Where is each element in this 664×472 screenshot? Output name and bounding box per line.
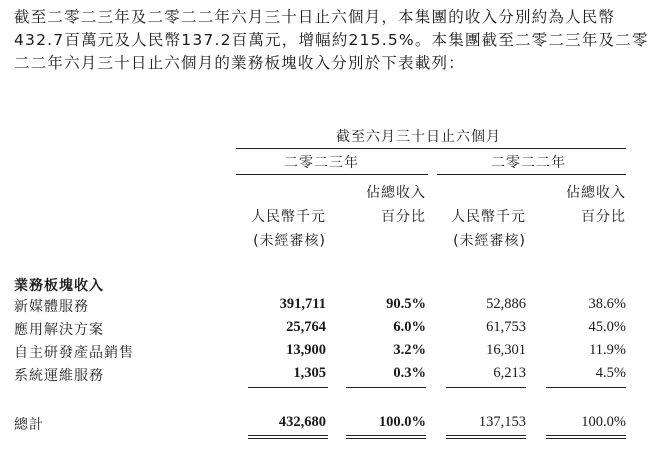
row-amount-2022: 52,886	[486, 296, 526, 312]
row-amount-2022: 61,753	[486, 319, 526, 335]
period-header-rule	[236, 148, 626, 149]
row-amount-2023: 13,900	[286, 342, 326, 358]
year-2023-header: 二零二三年	[284, 155, 359, 171]
row-pct-2023: 90.5%	[386, 296, 426, 312]
subtotal-rule	[346, 387, 426, 388]
row-amount-2023: 25,764	[286, 319, 326, 335]
section-label: 業務板塊收入	[14, 278, 104, 294]
row-pct-2022: 38.6%	[588, 296, 626, 312]
row-label: 系統運維服務	[14, 368, 104, 384]
subtotal-rule	[446, 387, 526, 388]
col-amount-2023-line1: 人民幣千元	[251, 209, 326, 225]
row-pct-2023: 3.2%	[393, 342, 426, 358]
year-2023-rule	[236, 174, 428, 175]
subtotal-rule	[248, 387, 328, 388]
total-double-rule	[446, 435, 526, 439]
total-pct-2023: 100.0%	[378, 414, 426, 430]
row-pct-2023: 6.0%	[393, 319, 426, 335]
row-label: 應用解決方案	[14, 322, 104, 338]
col-amount-2022-line1: 人民幣千元	[451, 209, 526, 225]
col-pct-2023-line1: 佔總收入	[366, 185, 426, 201]
subtotal-rule	[546, 387, 626, 388]
row-label: 新媒體服務	[14, 299, 89, 315]
col-pct-2022-line2: 百分比	[581, 209, 626, 225]
year-2022-header: 二零二二年	[491, 155, 566, 171]
col-pct-2023-line2: 百分比	[381, 209, 426, 225]
col-amount-2023-line2: (未經審核)	[253, 233, 326, 249]
col-amount-2022-line2: (未經審核)	[453, 233, 526, 249]
total-double-rule	[546, 435, 626, 439]
total-amount-2023: 432,680	[278, 414, 326, 430]
row-pct-2022: 45.0%	[588, 319, 626, 335]
row-pct-2022: 4.5%	[595, 365, 626, 381]
row-pct-2022: 11.9%	[589, 342, 626, 358]
total-double-rule	[248, 435, 328, 439]
intro-paragraph: 截至二零二三年及二零二二年六月三十日止六個月，本集團的收入分別約為人民幣432.7百萬元及人民幣137.2百萬元，增幅約215.5%。本集團截至二零二三年及二零二二年六月三十日止六個月的業務板塊收入分別於下表載列：	[14, 8, 649, 72]
col-pct-2022-line1: 佔總收入	[566, 185, 626, 201]
row-amount-2023: 391,711	[279, 296, 326, 312]
year-2022-rule	[437, 174, 626, 175]
row-amount-2022: 6,213	[493, 365, 526, 381]
total-label: 總計	[14, 417, 44, 433]
total-double-rule	[346, 435, 426, 439]
row-label: 自主研發產品銷售	[14, 345, 134, 361]
total-pct-2022: 100.0%	[581, 414, 626, 430]
row-amount-2022: 16,301	[486, 342, 526, 358]
row-pct-2023: 0.3%	[393, 365, 426, 381]
total-amount-2022: 137,153	[478, 414, 526, 430]
period-header: 截至六月三十日止六個月	[336, 129, 501, 145]
row-amount-2023: 1,305	[293, 365, 326, 381]
